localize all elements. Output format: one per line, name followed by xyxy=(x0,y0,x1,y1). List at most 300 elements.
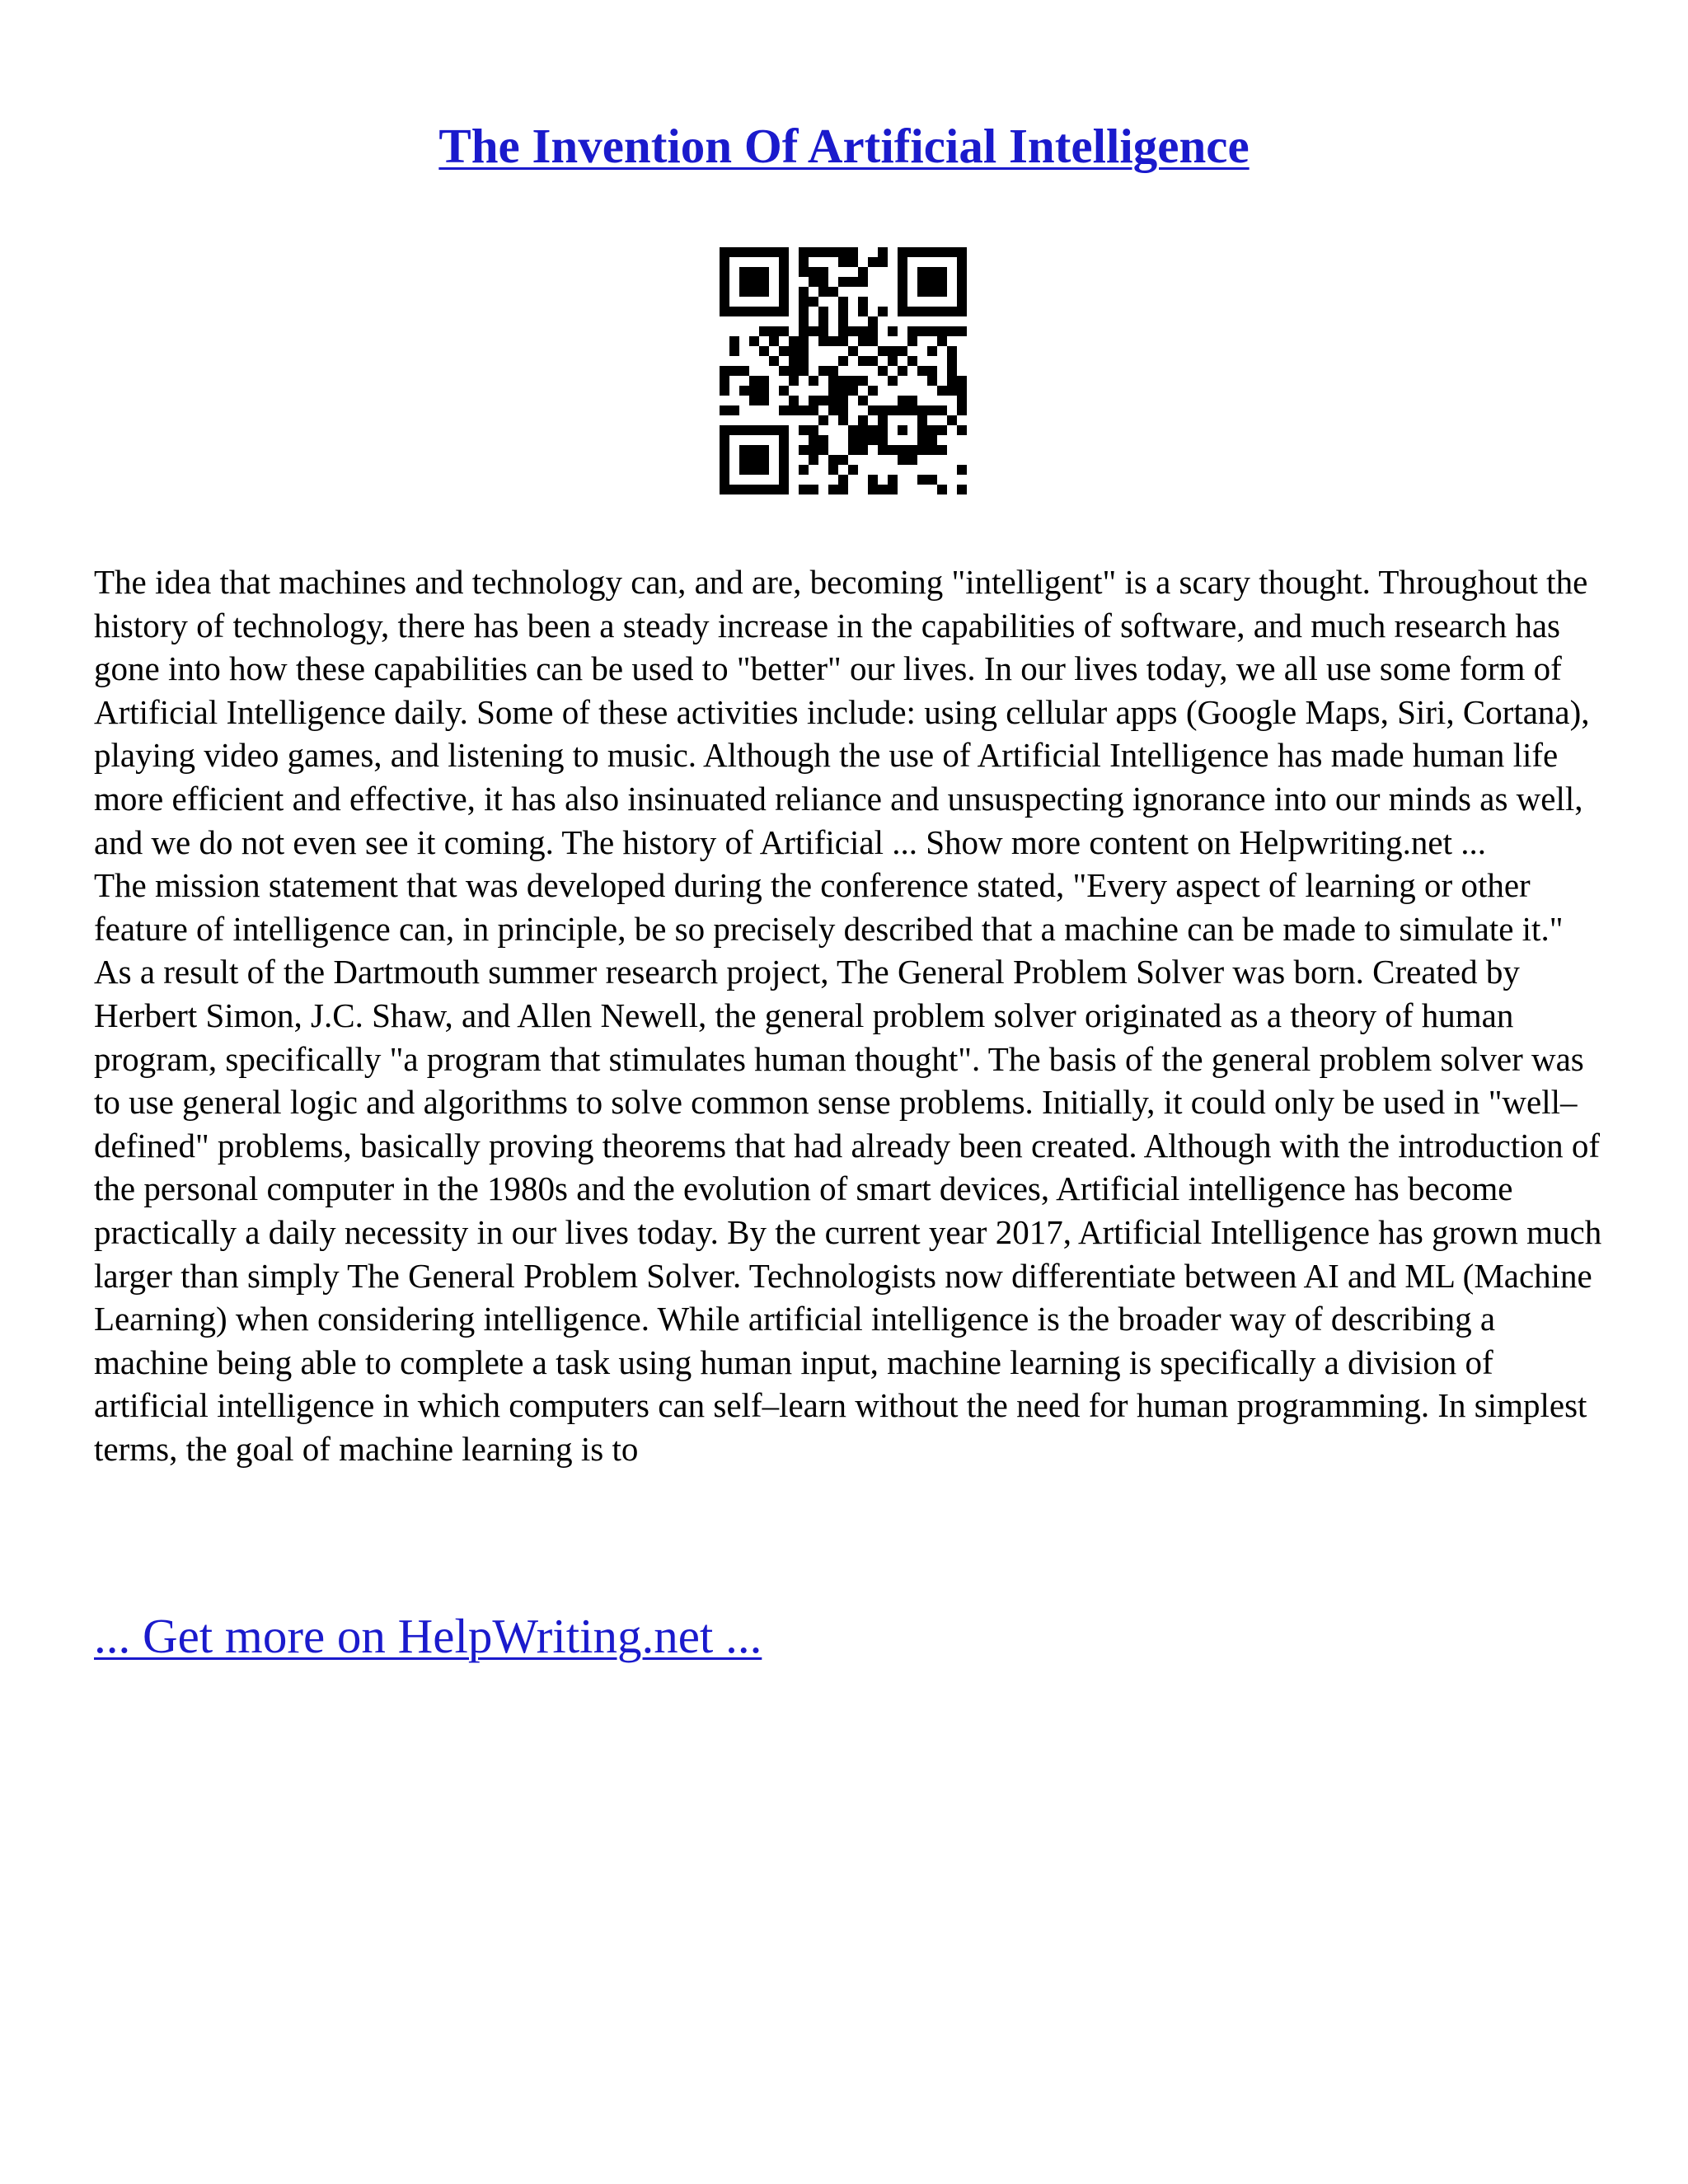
qr-module xyxy=(868,356,878,366)
qr-module xyxy=(888,376,898,386)
qr-module xyxy=(739,247,749,257)
qr-module xyxy=(848,247,858,257)
qr-module xyxy=(888,445,898,455)
qr-module xyxy=(720,435,729,445)
qr-module xyxy=(729,346,739,356)
qr-module xyxy=(739,386,749,396)
qr-module xyxy=(878,425,888,435)
qr-module xyxy=(927,425,937,435)
qr-module xyxy=(898,445,907,455)
qr-module xyxy=(720,267,729,277)
qr-module xyxy=(858,297,868,307)
qr-module xyxy=(848,465,858,475)
qr-module xyxy=(779,475,789,485)
qr-module xyxy=(720,475,729,485)
qr-module xyxy=(739,366,749,376)
qr-module xyxy=(749,287,759,297)
qr-module xyxy=(749,386,759,396)
qr-module xyxy=(749,336,759,346)
qr-module xyxy=(720,376,729,386)
qr-module xyxy=(818,396,828,405)
qr-module xyxy=(818,316,828,326)
qr-module xyxy=(917,277,927,287)
qr-module xyxy=(799,267,809,277)
qr-module xyxy=(937,277,947,287)
qr-module xyxy=(858,277,868,287)
qr-module xyxy=(749,307,759,316)
qr-module xyxy=(818,435,828,445)
qr-module xyxy=(809,485,818,494)
qr-module xyxy=(957,425,967,435)
qr-module xyxy=(729,405,739,415)
qr-module xyxy=(878,247,888,257)
qr-module xyxy=(848,376,858,386)
qr-module xyxy=(749,376,759,386)
qr-module xyxy=(898,247,907,257)
qr-module xyxy=(838,247,848,257)
qr-module xyxy=(868,257,878,267)
qr-module xyxy=(927,366,937,376)
qr-module xyxy=(898,257,907,267)
qr-module xyxy=(779,277,789,287)
qr-module xyxy=(868,386,878,396)
qr-module xyxy=(779,485,789,494)
qr-module xyxy=(759,396,769,405)
qr-module xyxy=(779,405,789,415)
qr-module xyxy=(818,307,828,316)
qr-module xyxy=(937,267,947,277)
qr-module xyxy=(749,396,759,405)
qr-module xyxy=(907,356,917,366)
qr-module xyxy=(720,366,729,376)
qr-module xyxy=(749,247,759,257)
qr-module xyxy=(838,326,848,336)
qr-module xyxy=(858,445,868,455)
qr-module xyxy=(739,425,749,435)
qr-module xyxy=(858,356,868,366)
qr-module xyxy=(779,465,789,475)
qr-module xyxy=(809,455,818,465)
qr-module xyxy=(858,415,868,425)
qr-module xyxy=(779,386,789,396)
qr-module xyxy=(779,247,789,257)
qr-module xyxy=(848,445,858,455)
qr-module xyxy=(937,336,947,346)
qr-module xyxy=(947,366,957,376)
qr-module xyxy=(917,326,927,336)
qr-module xyxy=(907,247,917,257)
qr-module xyxy=(809,405,818,415)
qr-module xyxy=(769,356,779,366)
qr-module xyxy=(838,396,848,405)
qr-module xyxy=(799,287,809,297)
qr-module xyxy=(917,405,927,415)
qr-module xyxy=(818,287,828,297)
qr-module xyxy=(749,445,759,455)
qr-module xyxy=(749,485,759,494)
qr-module xyxy=(818,267,828,277)
qr-module xyxy=(720,307,729,316)
paragraph-intro: The idea that machines and technology can, and are, becoming "intelligent" is a scary thought. Throughout the history of technology, there has been a steady increase in the capabilities of software, and much research has gone into how these capabilities can be used to "better" our lives. In our lives today, we all use some form of Artificial Intelligence daily. Some of these activities include: using cellular apps (Google Maps, Siri, Cortana), playing video games, and listening to music. Although the use of Artificial Intelligence has made human life more efficient and effective, it has also insinuated reliance and unsuspecting ignorance into our minds as well, and we do not even see it coming. The history of Artificial ... Show more content on Helpwriting.net ... xyxy=(94,563,1590,861)
qr-module xyxy=(907,336,917,346)
qr-module xyxy=(957,396,967,405)
qr-module xyxy=(779,267,789,277)
qr-module xyxy=(937,307,947,316)
qr-module xyxy=(799,297,809,307)
qr-module xyxy=(878,415,888,425)
qr-module xyxy=(957,277,967,287)
qr-module xyxy=(858,376,868,386)
qr-module xyxy=(779,425,789,435)
qr-module xyxy=(818,277,828,287)
qr-module xyxy=(799,307,809,316)
qr-module xyxy=(848,326,858,336)
qr-module xyxy=(898,366,907,376)
qr-module xyxy=(818,247,828,257)
qr-module xyxy=(769,247,779,257)
qr-module xyxy=(828,455,838,465)
qr-module xyxy=(927,445,937,455)
qr-module xyxy=(898,346,907,356)
qr-module xyxy=(957,465,967,475)
qr-module xyxy=(749,425,759,435)
qr-module xyxy=(779,455,789,465)
qr-module xyxy=(779,346,789,356)
qr-module xyxy=(868,326,878,336)
qr-module xyxy=(868,475,878,485)
qr-module xyxy=(749,277,759,287)
qr-module xyxy=(769,485,779,494)
qr-module xyxy=(749,455,759,465)
qr-module xyxy=(838,277,848,287)
qr-module xyxy=(858,267,868,277)
qr-module xyxy=(917,307,927,316)
qr-module xyxy=(828,386,838,396)
qr-module xyxy=(898,396,907,405)
qr-module xyxy=(838,376,848,386)
qr-module xyxy=(927,247,937,257)
qr-module xyxy=(729,247,739,257)
qr-module xyxy=(957,247,967,257)
qr-module xyxy=(729,366,739,376)
qr-module xyxy=(868,316,878,326)
qr-module xyxy=(729,485,739,494)
qr-module xyxy=(759,346,769,356)
qr-module xyxy=(799,445,809,455)
qr-module xyxy=(769,307,779,316)
qr-module xyxy=(957,297,967,307)
qr-module xyxy=(957,257,967,267)
qr-module xyxy=(789,356,799,366)
qr-module xyxy=(818,415,828,425)
qr-module xyxy=(809,326,818,336)
qr-module xyxy=(917,267,927,277)
qr-module xyxy=(868,485,878,494)
qr-module xyxy=(848,425,858,435)
paragraph-history: The mission statement that was developed during the conference stated, "Every aspect of learning or other feature of intelligence can, in principle, be so precisely described that a machine can be made to simulate it." As a result of the Dartmouth summer research project, The General Problem Solver was born. Created by Herbert Simon, J.C. Shaw, and Allen Newell, the general problem solver originated as a theory of human program, specifically "a program that stimulates human thought". The basis of the general problem solver was to use general logic and algorithms to solve common sense problems. Initially, it could only be used in "well–defined" problems, basically proving theorems that had already been created. Although with the introduction of the personal computer in the 1980s and the evolution of smart devices, Artificial intelligence has become practically a daily necessity in our lives today. By the current year 2017, Artificial Intelligence has grown much larger than simply The General Problem Solver. Technologists now differentiate between AI and ML (Machine Learning) when considering intelligence. While artificial intelligence is the broader way of describing a machine being able to complete a task using human input, machine learning is specifically a division of artificial intelligence in which computers can self–learn without the need for human programming. In simplest terms, the goal of machine learning is to xyxy=(94,866,1602,1468)
qr-module xyxy=(838,405,848,415)
qr-module xyxy=(957,326,967,336)
qr-module xyxy=(838,415,848,425)
qr-module xyxy=(799,316,809,326)
qr-module xyxy=(799,485,809,494)
qr-module xyxy=(947,326,957,336)
qr-module xyxy=(947,346,957,356)
qr-module xyxy=(957,307,967,316)
qr-module xyxy=(739,267,749,277)
qr-module xyxy=(937,445,947,455)
qr-module xyxy=(809,445,818,455)
qr-module xyxy=(888,326,898,336)
qr-module xyxy=(898,425,907,435)
qr-module xyxy=(729,336,739,346)
qr-module xyxy=(720,455,729,465)
qr-module xyxy=(858,307,868,316)
qr-module xyxy=(729,307,739,316)
qr-module xyxy=(818,366,828,376)
qr-module xyxy=(878,346,888,356)
qr-module xyxy=(809,267,818,277)
qr-module xyxy=(809,425,818,435)
qr-module xyxy=(739,455,749,465)
qr-module xyxy=(759,386,769,396)
qr-module xyxy=(739,277,749,287)
qr-module xyxy=(799,425,809,435)
qr-module xyxy=(799,326,809,336)
qr-module xyxy=(828,336,838,346)
qr-module xyxy=(720,386,729,396)
qr-module xyxy=(809,435,818,445)
qr-module xyxy=(739,307,749,316)
qr-module xyxy=(858,326,868,336)
qr-module xyxy=(828,465,838,475)
qr-module xyxy=(720,297,729,307)
qr-module xyxy=(947,376,957,386)
qr-module xyxy=(868,405,878,415)
qr-module xyxy=(937,485,947,494)
qr-module xyxy=(739,465,749,475)
qr-module xyxy=(947,356,957,366)
qr-module xyxy=(828,396,838,405)
qr-module xyxy=(907,307,917,316)
qr-module xyxy=(937,386,947,396)
qr-module xyxy=(759,287,769,297)
qr-module xyxy=(799,257,809,267)
get-more-link[interactable]: ... Get more on HelpWriting.net ... xyxy=(94,1609,762,1663)
qr-module xyxy=(779,297,789,307)
qr-module xyxy=(898,277,907,287)
qr-module xyxy=(759,485,769,494)
qr-module xyxy=(838,386,848,396)
title-link[interactable]: The Invention Of Artificial Intelligence xyxy=(438,119,1250,173)
qr-module xyxy=(907,326,917,336)
qr-module xyxy=(720,405,729,415)
qr-module xyxy=(779,435,789,445)
qr-module xyxy=(809,297,818,307)
qr-module xyxy=(779,307,789,316)
qr-module xyxy=(759,445,769,455)
qr-module xyxy=(858,435,868,445)
qr-module xyxy=(888,485,898,494)
qr-module xyxy=(779,257,789,267)
qr-module xyxy=(888,405,898,415)
qr-module xyxy=(917,435,927,445)
qr-module xyxy=(720,257,729,267)
qr-module xyxy=(838,455,848,465)
qr-module xyxy=(878,257,888,267)
qr-module xyxy=(858,425,868,435)
qr-module xyxy=(809,376,818,386)
qr-module xyxy=(917,425,927,435)
qr-module xyxy=(947,415,957,425)
qr-module xyxy=(848,346,858,356)
qr-module xyxy=(917,366,927,376)
qr-module xyxy=(838,307,848,316)
qr-module xyxy=(828,405,838,415)
qr-module xyxy=(898,267,907,277)
qr-module xyxy=(868,435,878,445)
qr-module xyxy=(848,277,858,287)
qr-module xyxy=(828,247,838,257)
qr-module xyxy=(927,435,937,445)
qr-module xyxy=(927,405,937,415)
qr-module xyxy=(779,366,789,376)
qr-module xyxy=(907,396,917,405)
qr-module xyxy=(957,376,967,386)
qr-module xyxy=(878,366,888,376)
qr-module xyxy=(868,425,878,435)
qr-module xyxy=(937,247,947,257)
qr-module xyxy=(907,455,917,465)
qr-module xyxy=(927,346,937,356)
qr-module xyxy=(848,257,858,267)
qr-module xyxy=(838,485,848,494)
qr-module xyxy=(828,376,838,386)
qr-module xyxy=(739,287,749,297)
qr-module xyxy=(769,326,779,336)
qr-module xyxy=(789,376,799,386)
qr-module xyxy=(720,287,729,297)
qr-module xyxy=(898,405,907,415)
qr-module xyxy=(838,316,848,326)
qr-module xyxy=(818,336,828,346)
qr-module xyxy=(878,445,888,455)
qr-module xyxy=(878,485,888,494)
qr-module xyxy=(878,307,888,316)
qr-module xyxy=(907,445,917,455)
qr-module xyxy=(927,307,937,316)
qr-module xyxy=(848,435,858,445)
qr-module xyxy=(927,326,937,336)
qr-module xyxy=(858,336,868,346)
qr-module xyxy=(799,405,809,415)
qr-module xyxy=(759,277,769,287)
qr-module xyxy=(769,425,779,435)
qr-module xyxy=(789,346,799,356)
qr-module xyxy=(838,257,848,267)
qr-module xyxy=(759,267,769,277)
qr-module xyxy=(838,297,848,307)
qr-module xyxy=(917,415,927,425)
qr-module xyxy=(888,356,898,366)
qr-module xyxy=(799,247,809,257)
qr-module xyxy=(818,445,828,455)
qr-module xyxy=(947,307,957,316)
qr-module xyxy=(789,405,799,415)
qr-module xyxy=(799,356,809,366)
qr-module xyxy=(720,425,729,435)
qr-module xyxy=(927,475,937,485)
qr-module xyxy=(898,307,907,316)
qr-module xyxy=(838,336,848,346)
qr-module xyxy=(779,287,789,297)
qr-module xyxy=(947,247,957,257)
qr-module xyxy=(878,435,888,445)
qr-module xyxy=(917,445,927,455)
qr-module xyxy=(779,326,789,336)
qr-module xyxy=(927,277,937,287)
qr-module xyxy=(749,465,759,475)
qr-module xyxy=(789,396,799,405)
qr-code-icon xyxy=(720,247,967,494)
qr-module xyxy=(888,475,898,485)
qr-module xyxy=(759,326,769,336)
qr-module xyxy=(759,376,769,386)
qr-module xyxy=(789,336,799,346)
qr-module xyxy=(907,405,917,415)
article-body xyxy=(94,560,1602,1470)
qr-module xyxy=(759,455,769,465)
qr-module xyxy=(799,346,809,356)
page-title xyxy=(0,114,1688,178)
qr-module xyxy=(937,425,947,435)
qr-module xyxy=(957,405,967,415)
qr-module xyxy=(947,386,957,396)
qr-module xyxy=(720,247,729,257)
qr-module xyxy=(848,386,858,396)
qr-module xyxy=(957,386,967,396)
qr-module xyxy=(720,277,729,287)
qr-module xyxy=(868,336,878,346)
qr-module xyxy=(888,346,898,356)
qr-module xyxy=(927,267,937,277)
qr-module xyxy=(898,297,907,307)
qr-module xyxy=(957,287,967,297)
qr-module xyxy=(898,455,907,465)
qr-module xyxy=(818,326,828,336)
qr-module xyxy=(858,396,868,405)
qr-module xyxy=(749,267,759,277)
qr-module xyxy=(809,247,818,257)
qr-module xyxy=(799,336,809,346)
qr-module xyxy=(937,326,947,336)
qr-module xyxy=(957,485,967,494)
qr-module xyxy=(828,366,838,376)
qr-module xyxy=(927,376,937,386)
qr-module xyxy=(828,287,838,297)
qr-module xyxy=(759,307,769,316)
qr-module xyxy=(720,465,729,475)
qr-module xyxy=(917,247,927,257)
qr-module xyxy=(759,247,769,257)
qr-module xyxy=(720,445,729,455)
qr-module xyxy=(878,405,888,415)
qr-module xyxy=(720,485,729,494)
qr-module xyxy=(957,267,967,277)
qr-module xyxy=(838,475,848,485)
qr-module xyxy=(739,485,749,494)
qr-module xyxy=(917,475,927,485)
